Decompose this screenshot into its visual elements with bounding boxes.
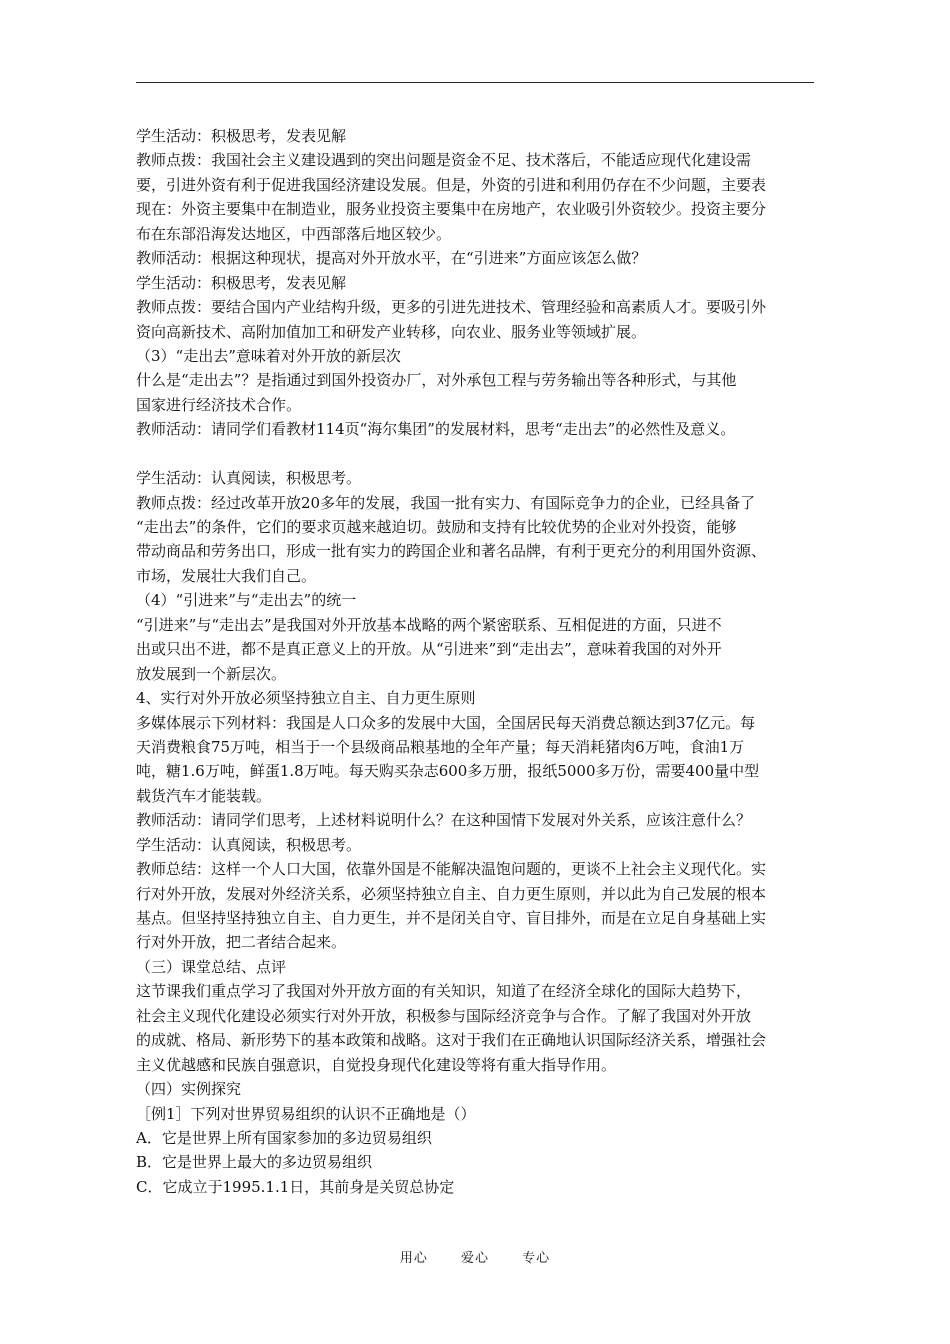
text-line: “引进来”与“走出去”是我国对外开放基本战略的两个紧密联系、互相促进的方面，只进不 <box>136 615 722 634</box>
text-line: （3）“走出去”意味着对外开放的新层次 <box>136 346 401 365</box>
text-line: 吨，糖1.6万吨，鲜蛋1.8万吨。每天购买杂志600多万册，报纸5000多万份，需要400量中型 <box>136 762 760 781</box>
text-line: 带动商品和劳务出口，形成一批有实力的跨国企业和著名品牌，有利于更充分的利用国外资源、 <box>136 542 767 561</box>
page-footer <box>0 1247 950 1266</box>
text-line: 学生活动：认真阅读，积极思考。 <box>136 469 362 488</box>
text-line: 现在：外资主要集中在制造业，服务业投资主要集中在房地产，农业吸引外资较少。投资主要分 <box>136 200 767 219</box>
text-line: 天消费粮食75万吨，相当于一个县级商品粮基地的全年产量；每天消耗猪肉6万吨，食油1万 <box>136 737 745 756</box>
text-line: 教师活动：根据这种现状，提高对外开放水平，在“引进来”方面应该怎么做？ <box>136 249 647 268</box>
text-line: （4）“引进来”与“走出去”的统一 <box>136 591 357 610</box>
text-line: 4、实行对外开放必须坚持独立自主、自力更生原则 <box>136 689 476 708</box>
text-line: B．它是世界上最大的多边贸易组织 <box>136 1153 373 1172</box>
footer-word: 专心 <box>522 1251 551 1266</box>
text-line: 载货汽车才能装载。 <box>136 786 272 805</box>
text-line: A．它是世界上所有国家参加的多边贸易组织 <box>136 1128 432 1147</box>
text-line: 教师点拨：要结合国内产业结构升级，更多的引进先进技术、管理经验和高素质人才。要吸引外 <box>136 298 767 317</box>
text-line: （四）实例探究 <box>136 1080 242 1099</box>
text-line: 教师活动：请同学们思考，上述材料说明什么？在这种国情下发展对外关系，应该注意什么？ <box>136 811 752 830</box>
text-line: 学生活动：认真阅读，积极思考。 <box>136 835 362 854</box>
text-line: 的成就、格局、新形势下的基本政策和战略。这对于我们在正确地认识国际经济关系，增强社会 <box>136 1031 767 1050</box>
text-line: 要，引进外资有利于促进我国经济建设发展。但是，外资的引进和利用仍存在不少问题，主要表 <box>136 175 767 194</box>
text-line: 学生活动：积极思考，发表见解 <box>136 273 347 292</box>
text-line: 教师点拨：我国社会主义建设遇到的突出问题是资金不足、技术落后，不能适应现代化建设需 <box>136 151 752 170</box>
text-line: 行对外开放，把二者结合起来。 <box>136 933 347 952</box>
text-line: 市场，发展壮大我们自己。 <box>136 566 317 585</box>
text-line: 资向高新技术、高附加值加工和研发产业转移，向农业、服务业等领域扩展。 <box>136 322 647 341</box>
text-line: 主义优越感和民族自强意识，自觉投身现代化建设等将有重大指导作用。 <box>136 1055 617 1074</box>
text-line: “走出去”的条件，它们的要求页越来越迫切。鼓励和支持有比较优势的企业对外投资，能够 <box>136 518 737 536</box>
footer-word: 用心 <box>399 1251 428 1266</box>
document-body <box>136 124 836 1199</box>
footer-word: 爱心 <box>460 1251 489 1266</box>
text-line: 多媒体展示下列材料：我国是人口众多的发展中大国，全国居民每天消费总额达到37亿元。每 <box>136 713 756 732</box>
text-line: （三）课堂总结、点评 <box>136 957 287 976</box>
text-line: 布在东部沿海发达地区，中西部落后地区较少。 <box>136 224 452 243</box>
text-line: 社会主义现代化建设必须实行对外开放，积极参与国际经济竞争与合作。了解了我国对外开放 <box>136 1006 752 1025</box>
text-line: 放发展到一个新层次。 <box>136 664 287 683</box>
text-line: 这节课我们重点学习了我国对外开放方面的有关知识，知道了在经济全球化的国际大趋势下， <box>136 982 752 1001</box>
text-line: 教师活动：请同学们看教材114页“海尔集团”的发展材料，思考“走出去”的必然性及意义。 <box>136 420 736 439</box>
text-line: 国家进行经济技术合作。 <box>136 395 302 414</box>
text-line <box>136 442 836 466</box>
header-rule <box>136 82 814 83</box>
text-line: 出或只出不进，都不是真正意义上的开放。从“引进来”到“走出去”，意味着我国的对外开 <box>136 640 722 659</box>
text-line: 教师点拨：经过改革开放20多年的发展，我国一批有实力、有国际竞争力的企业，已经具备了 <box>136 493 756 512</box>
text-line: 学生活动：积极思考，发表见解 <box>136 127 347 145</box>
text-line: 教师总结：这样一个人口大国，依靠外国是不能解决温饱问题的，更谈不上社会主义现代化。实 <box>136 860 767 879</box>
text-line: ［例1］下列对世界贸易组织的认识不正确地是（） <box>136 1104 476 1123</box>
text-line: 基点。但坚持坚持独立自主、自力更生，并不是闭关自守、盲目排外，而是在立足自身基础上实 <box>136 909 767 927</box>
text-line: 行对外开放，发展对外经济关系，必须坚持独立自主、自力更生原则，并以此为自己发展的根本 <box>136 884 767 903</box>
text-line: C．它成立于1995.1.1日，其前身是关贸总协定 <box>136 1177 455 1196</box>
text-line: 什么是“走出去”？是指通过到国外投资办厂，对外承包工程与劳务输出等各种形式，与其他 <box>136 371 737 390</box>
